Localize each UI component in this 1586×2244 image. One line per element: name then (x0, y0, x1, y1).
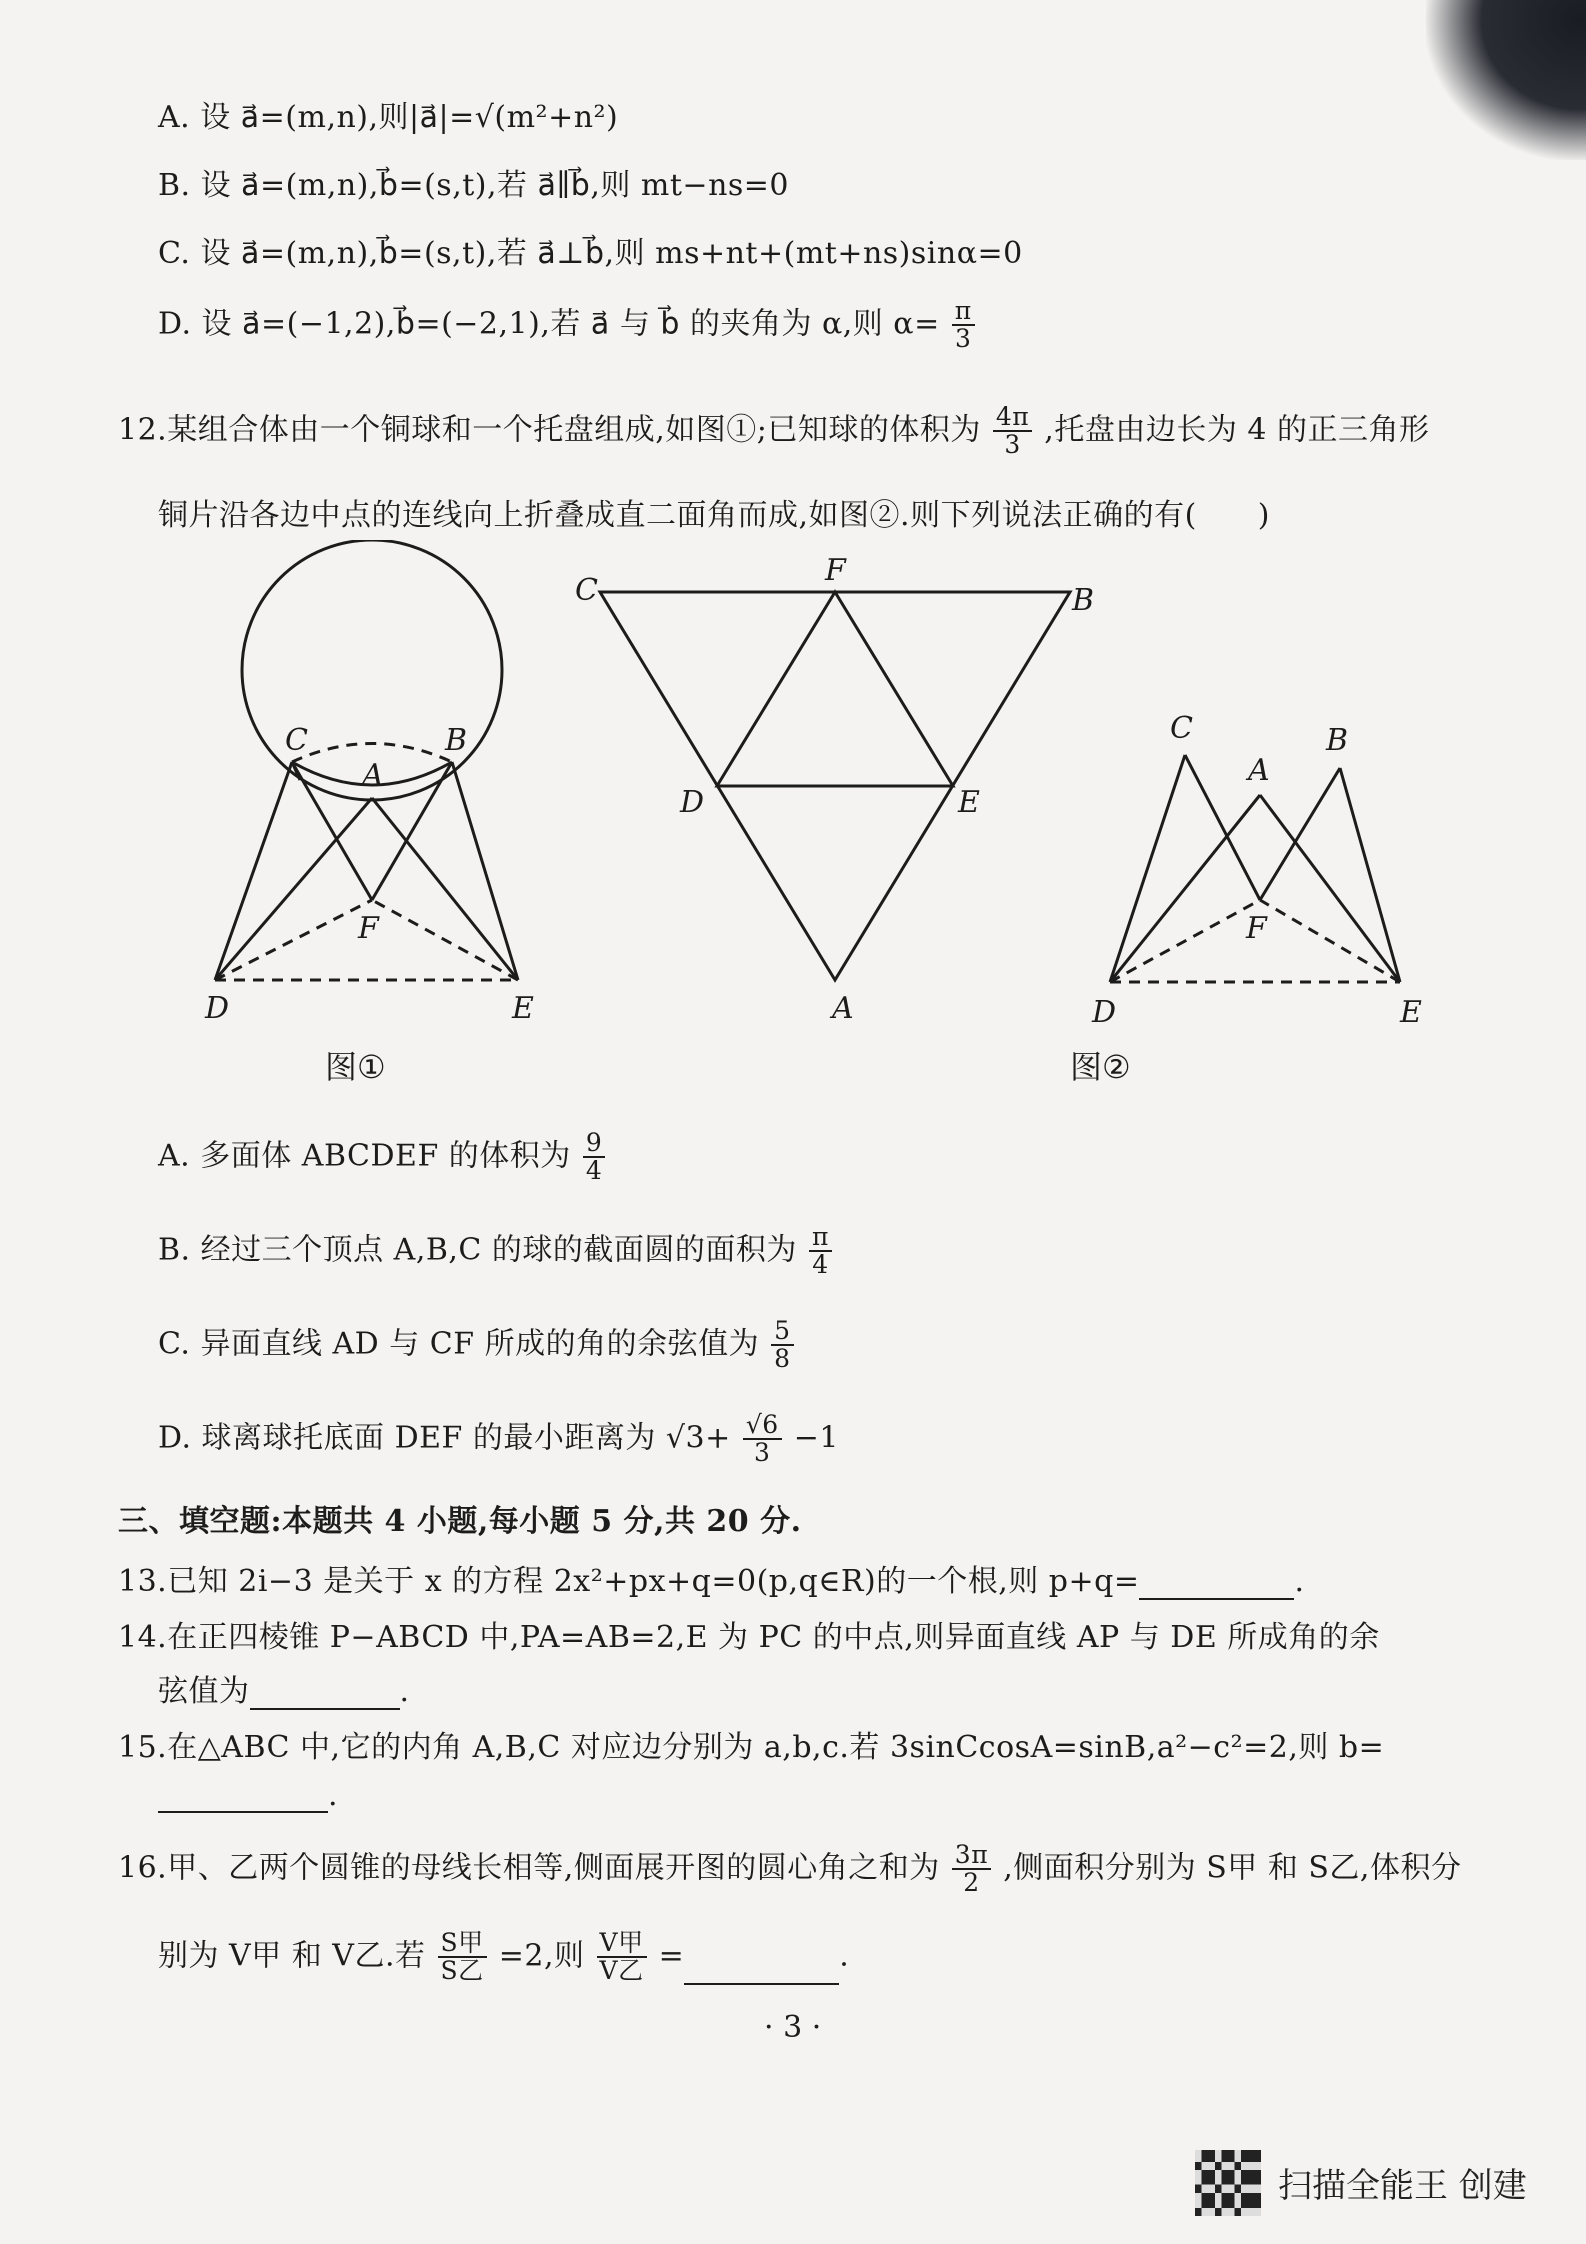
fig1-label-b: B (445, 723, 468, 758)
fig1-label-d: D (205, 991, 230, 1026)
q14-line1: 14.在正四棱锥 P−ABCD 中,PA=AB=2,E 为 PC 的中点,则异面直线 AP 与 DE 所成角的余 (118, 1620, 1380, 1655)
fig2-label-d: D (1092, 995, 1117, 1030)
fig1-label-c: C (285, 723, 308, 758)
q11-option-a: A. 设 a⃗=(m,n),则|a⃗|=√(m²+n²) (158, 100, 619, 135)
q16-line1: 16.甲、乙两个圆锥的母线长相等,侧面展开图的圆心角之和为 $\frac{3\pi}{2}$ ,侧面积分别为 S甲 和 S乙,体积分 (118, 1840, 1462, 1898)
corner-shadow (1426, 0, 1586, 160)
answer-blank[interactable] (250, 1673, 400, 1710)
q11-option-b: B. 设 a⃗=(m,n),b⃗=(s,t),若 a⃗∥b⃗,则 mt−ns=0 (158, 168, 790, 203)
q12-option-d: D. 球离球托底面 DEF 的最小距离为 √3+ $\frac{√6}{3}$ −1 (158, 1410, 839, 1468)
scanner-watermark: 扫描全能王 创建 (1278, 2166, 1527, 2206)
q12-figures (0, 540, 1586, 1100)
fraction: $\frac{4\pi}{3}$ (993, 404, 1032, 459)
fig-net-label-c: C (575, 573, 598, 608)
q12-option-c: C. 异面直线 AD 与 CF 所成的角的余弦值为 $\frac{5}{8}$ (158, 1318, 796, 1373)
fraction: $\frac{√6}{3}$ (743, 1412, 782, 1467)
q14-line2: 弦值为 . (158, 1674, 410, 1709)
answer-blank[interactable] (684, 1948, 839, 1985)
folded-tray-solid (1110, 755, 1400, 982)
q15-line1: 15.在△ABC 中,它的内角 A,B,C 对应边分别为 a,b,c.若 3sinCcosA=sinB,a²−c²=2,则 b= (118, 1730, 1385, 1765)
q12-stem-line1: 12.某组合体由一个铜球和一个托盘组成,如图①;已知球的体积为 $\frac{4\pi}{3}$ ,托盘由边长为 4 的正三角形 (118, 402, 1430, 460)
fig2-label-f: F (1246, 911, 1267, 946)
fraction: $\frac{3\pi}{2}$ (952, 1842, 991, 1897)
answer-blank[interactable] (158, 1776, 328, 1813)
fig1-label-e: E (512, 991, 534, 1026)
fraction: $\frac{5}{8}$ (771, 1318, 793, 1373)
section-3-heading: 三、填空题:本题共 4 小题,每小题 5 分,共 20 分. (118, 1504, 802, 1539)
net-triangle (600, 592, 1070, 980)
fraction: $\frac{\text{V甲}}{\text{V乙}}$ (597, 1930, 647, 1985)
q15-line2: . (158, 1776, 338, 1813)
fig-net-label-d: D (680, 785, 705, 820)
q13: 13.已知 2i−3 是关于 x 的方程 2x²+px+q=0(p,q∈R)的一个根,则 p+q= . (118, 1564, 1305, 1599)
fig-net-label-a: A (832, 991, 854, 1026)
q11-option-c: C. 设 a⃗=(m,n),b⃗=(s,t),若 a⃗⊥b⃗,则 ms+nt+(mt+ns)sinα=0 (158, 236, 1023, 271)
q16-line2: 别为 V甲 和 V乙.若 $\frac{\text{S甲}}{\text{S乙}}$ =2,则 $\frac{\text{V甲}}{\text{V乙}}$ = . (158, 1928, 850, 1986)
fig2-label-e: E (1400, 995, 1422, 1030)
fig2-caption: 图② (1070, 1048, 1131, 1086)
fig1-caption: 图① (325, 1048, 386, 1086)
fig-net-label-b: B (1072, 583, 1095, 618)
fraction: $\frac{9}{4}$ (583, 1130, 605, 1185)
qr-code-icon (1195, 2150, 1261, 2216)
fig2-label-a: A (1248, 753, 1270, 788)
q12-option-a: A. 多面体 ABCDEF 的体积为 $\frac{9}{4}$ (158, 1130, 607, 1185)
fig1-label-a: A (362, 758, 384, 793)
fraction: $\frac{\text{S甲}}{\text{S乙}}$ (438, 1930, 487, 1985)
answer-blank[interactable] (1139, 1563, 1294, 1600)
fig-net-label-f: F (825, 553, 846, 588)
tray-solid (215, 762, 518, 980)
fraction: $\frac{\pi}{3}$ (952, 298, 975, 353)
q11-option-d-text: D. 设 a⃗=(−1,2),b⃗=(−2,1),若 a⃗ 与 b⃗ 的夹角为 α,则 α= (158, 306, 940, 342)
fig2-label-b: B (1326, 723, 1349, 758)
q12-option-b: B. 经过三个顶点 A,B,C 的球的截面圆的面积为 $\frac{\pi}{4}$ (158, 1224, 834, 1279)
q11-option-d (158, 298, 977, 353)
fig-net-label-e: E (958, 785, 980, 820)
page-number: · 3 · (764, 2010, 822, 2045)
fraction: $\frac{\pi}{4}$ (809, 1224, 832, 1279)
q12-stem-line2: 铜片沿各边中点的连线向上折叠成直二面角而成,如图②.则下列说法正确的有( ) (158, 498, 1270, 533)
fig2-label-c: C (1170, 711, 1193, 746)
fig1-label-f: F (358, 911, 379, 946)
